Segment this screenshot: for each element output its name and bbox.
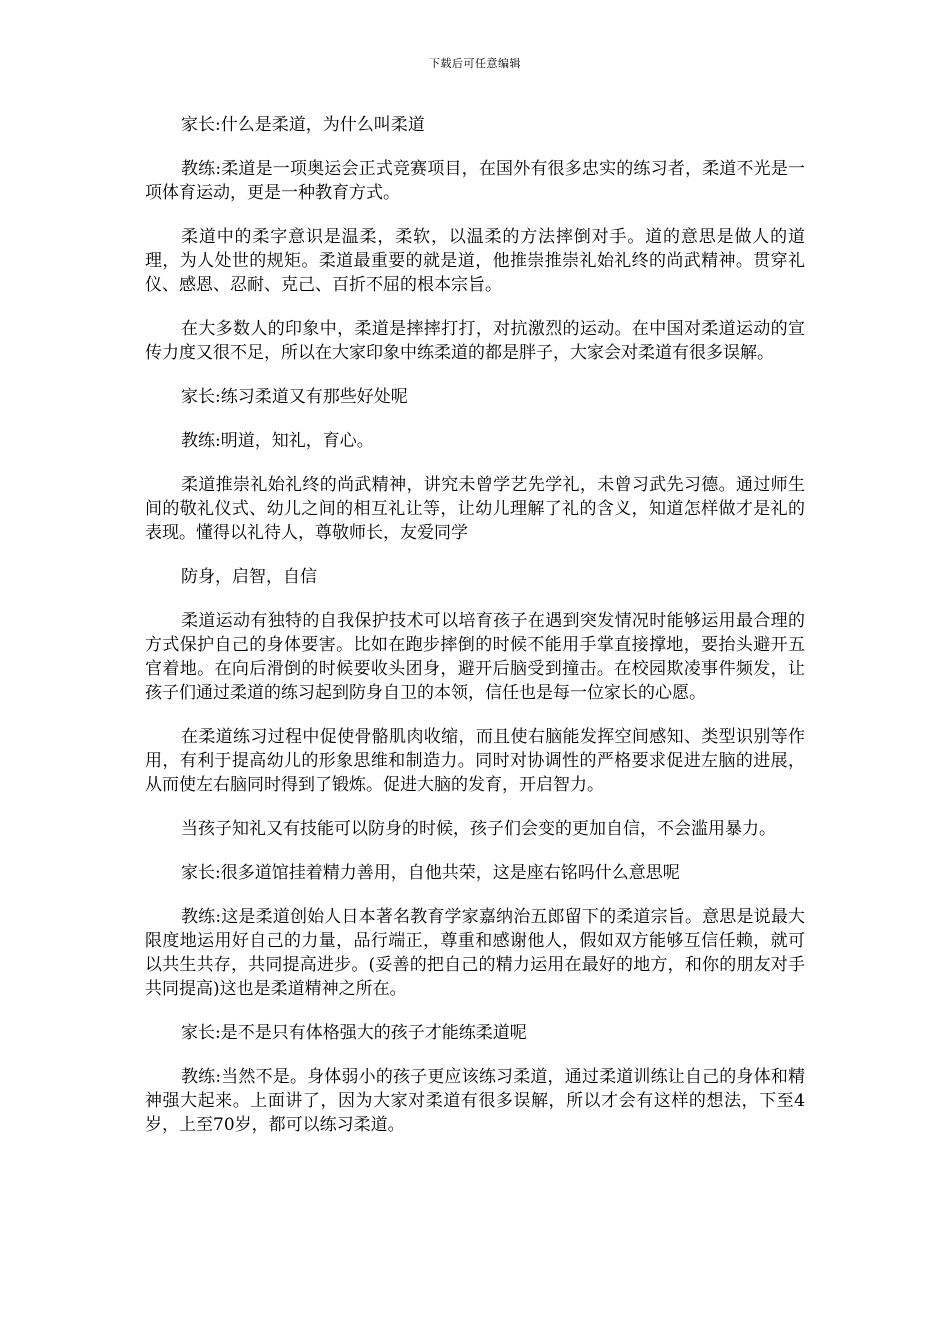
paragraph-4: 在大多数人的印象中，柔道是摔摔打打，对抗激烈的运动。在中国对柔道运动的宣传力度又很不足，所以在大家印象中练柔道的都是胖子，大家会对柔道有很多误解。 <box>145 319 805 363</box>
paragraph-14: 家长:是不是只有体格强大的孩子才能练柔道呢 <box>181 1023 527 1043</box>
paragraph-5: 家长:练习柔道又有那些好处呢 <box>181 387 408 407</box>
paragraph-15: 教练:当然不是。身体弱小的孩子更应该练习柔道，通过柔道训练让自己的身体和精神强大起来。上面讲了，因为大家对柔道有很多误解，所以才会有这样的想法，下至4岁，上至70岁，都可以练习柔道。 <box>145 1067 805 1135</box>
paragraph-11: 当孩子知礼又有技能可以防身的时候，孩子们会变的更加自信，不会滥用暴力。 <box>181 819 776 839</box>
paragraph-2: 教练:柔道是一项奥运会正式竞赛项目，在国外有很多忠实的练习者，柔道不光是一项体育运动，更是一种教育方式。 <box>145 159 805 203</box>
paragraph-12: 家长:很多道馆挂着精力善用，自他共荣，这是座右铭吗什么意思呢 <box>181 863 680 883</box>
paragraph-3: 柔道中的柔字意识是温柔，柔软，以温柔的方法摔倒对手。道的意思是做人的道理，为人处世的规矩。柔道最重要的就是道，他推崇推崇礼始礼终的尚武精神。贯穿礼仪、感恩、忍耐、克己、百折不屈的根本宗旨。 <box>145 227 805 295</box>
paragraph-13: 教练:这是柔道创始人日本著名教育学家嘉纳治五郎留下的柔道宗旨。意思是说最大限度地运用好自己的力量，品行端正，尊重和感谢他人，假如双方能够互信任赖，就可以共生共存，共同提高进步。(妥善的把自己的精力运用在最好的地方，和你的朋友对手共同提高)这也是柔道精神之所在。 <box>145 907 805 999</box>
paragraph-9: 柔道运动有独特的自我保护技术可以培育孩子在遇到突发情况时能够运用最合理的方式保护自己的身体要害。比如在跑步摔倒的时候不能用手掌直接撑地，要抬头避开五官着地。在向后滑倒的时候要收头团身，避开后脑受到撞击。在校园欺凌事件频发，让孩子们通过柔道的练习起到防身自卫的本领，信任也是每一位家长的心愿。 <box>145 611 805 703</box>
paragraph-1: 家长:什么是柔道，为什么叫柔道 <box>181 115 425 135</box>
paragraph-10: 在柔道练习过程中促使骨骼肌肉收缩，而且使右脑能发挥空间感知、类型识别等作用，有利于提高幼儿的形象思维和制造力。同时对协调性的严格要求促进左脑的进展，从而使左右脑同时得到了锻炼。促进大脑的发育，开启智力。 <box>145 727 805 795</box>
paragraph-8: 防身，启智，自信 <box>181 567 317 587</box>
paragraph-6: 教练:明道，知礼，育心。 <box>181 431 374 451</box>
page-header: 下载后可任意编辑 <box>429 57 521 70</box>
document-body <box>145 113 805 1157</box>
paragraph-7: 柔道推崇礼始礼终的尚武精神，讲究未曾学艺先学礼，未曾习武先习德。通过师生间的敬礼仪式、幼儿之间的相互礼让等，让幼儿理解了礼的含义，知道怎样做才是礼的表现。懂得以礼待人，尊敬师长，友爱同学 <box>145 475 805 543</box>
